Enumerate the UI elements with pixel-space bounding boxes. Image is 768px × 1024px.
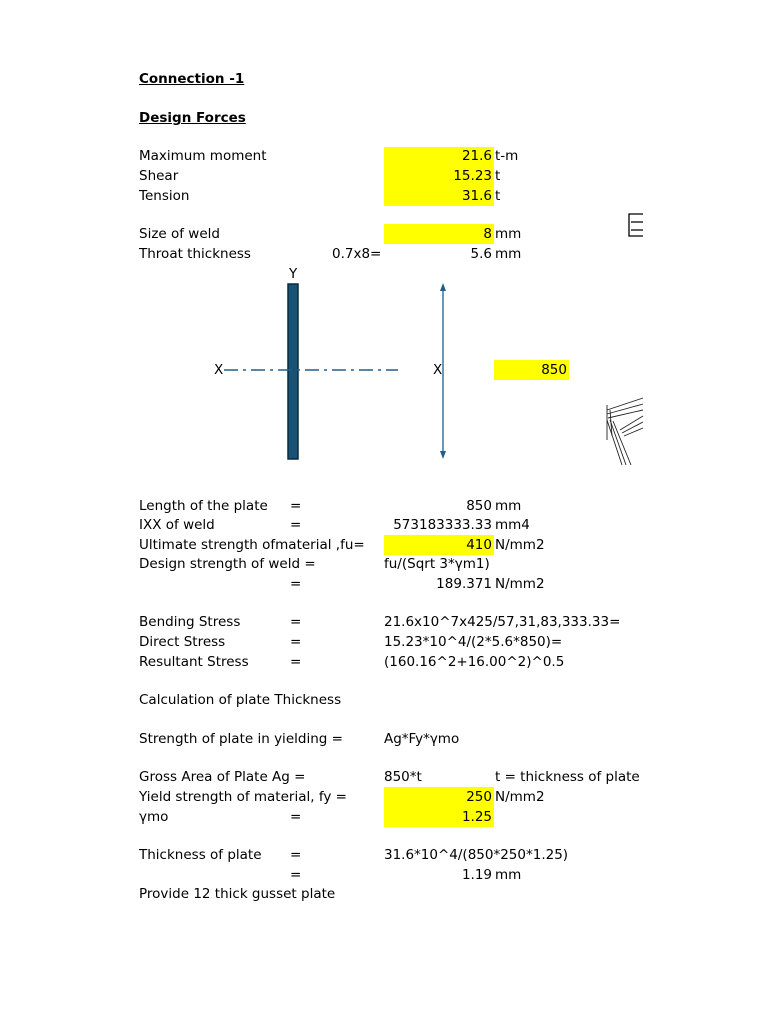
ixx-label: IXX of weld xyxy=(139,517,215,533)
thickness-eq-2: = xyxy=(290,867,302,883)
gmo-eq: = xyxy=(290,809,302,825)
fu-unit: N/mm2 xyxy=(495,537,545,553)
x-axis-label-left: X xyxy=(214,362,224,378)
dimension-arrow-bottom xyxy=(440,451,446,459)
design-strength-eq: = xyxy=(290,576,302,592)
fu-value: 410 xyxy=(466,537,492,553)
x-axis-label-right: X xyxy=(433,362,443,378)
throat-label: Throat thickness xyxy=(139,246,251,262)
thickness-unit: mm xyxy=(495,867,522,883)
weld-size-value: 8 xyxy=(483,226,492,242)
length-unit: mm xyxy=(495,498,522,514)
length-eq: = xyxy=(290,498,302,514)
tension-unit: t xyxy=(495,188,501,204)
moment-label: Maximum moment xyxy=(139,148,267,164)
ixx-value: 573183333.33 xyxy=(393,517,492,533)
area-formula: 850*t xyxy=(384,769,422,785)
dimension-value: 850 xyxy=(541,362,567,378)
fu-label: Ultimate strength ofmaterial ,fu= xyxy=(139,537,365,553)
design-strength-value: 189.371 xyxy=(436,576,492,592)
design-strength-label: Design strength of weld = xyxy=(139,556,316,572)
throat-unit: mm xyxy=(495,246,522,262)
weld-size-unit: mm xyxy=(495,226,522,242)
direct-label: Direct Stress xyxy=(139,634,226,650)
shear-value: 15.23 xyxy=(453,168,492,184)
bending-formula: 21.6x10^7x425/57,31,83,333.33= xyxy=(384,614,621,630)
section-heading: Design Forces xyxy=(139,110,246,126)
yield-label: Strength of plate in yielding = xyxy=(139,731,343,747)
ixx-eq: = xyxy=(290,517,302,533)
design-strength-unit: N/mm2 xyxy=(495,576,545,592)
yield-formula: Ag*Fy*γmo xyxy=(384,731,460,747)
area-note: t = thickness of plate xyxy=(495,769,640,785)
shear-label: Shear xyxy=(139,168,179,184)
dimension-arrow-top xyxy=(440,283,446,291)
moment-unit: t-m xyxy=(495,148,519,164)
thickness-eq: = xyxy=(290,847,302,863)
resultant-eq: = xyxy=(290,654,302,670)
length-label: Length of the plate xyxy=(139,498,268,514)
length-value: 850 xyxy=(466,498,492,514)
direct-formula: 15.23*10^4/(2*5.6*850)= xyxy=(384,634,563,650)
bending-label: Bending Stress xyxy=(139,614,241,630)
gmo-value: 1.25 xyxy=(461,809,492,825)
page-title: Connection -1 xyxy=(139,71,245,87)
throat-formula: 0.7x8= xyxy=(332,246,382,262)
resultant-formula: (160.16^2+16.00^2)^0.5 xyxy=(384,654,565,670)
bracket-icon xyxy=(629,214,643,236)
provide-note: Provide 12 thick gusset plate xyxy=(139,886,336,902)
thickness-value: 1.19 xyxy=(461,867,492,883)
shear-unit: t xyxy=(495,168,501,184)
direct-eq: = xyxy=(290,634,302,650)
fy-label: Yield strength of material, fy = xyxy=(139,789,347,805)
thickness-formula: 31.6*10^4/(850*250*1.25) xyxy=(384,847,569,863)
truss-sketch-icon xyxy=(607,398,643,465)
plate-heading: Calculation of plate Thickness xyxy=(139,692,342,708)
bending-eq: = xyxy=(290,614,302,630)
thickness-label: Thickness of plate xyxy=(139,847,262,863)
throat-value: 5.6 xyxy=(470,246,492,262)
fy-value: 250 xyxy=(466,789,492,805)
design-strength-formula: fu/(Sqrt 3*γm1) xyxy=(384,556,490,572)
y-axis-label: Y xyxy=(289,266,298,282)
weld-size-label: Size of weld xyxy=(139,226,220,242)
resultant-label: Resultant Stress xyxy=(139,654,249,670)
gmo-label: γmo xyxy=(139,809,169,825)
ixx-unit: mm4 xyxy=(495,517,530,533)
tension-value: 31.6 xyxy=(461,188,492,204)
area-label: Gross Area of Plate Ag = xyxy=(139,769,306,785)
fy-unit: N/mm2 xyxy=(495,789,545,805)
plate-section xyxy=(288,284,298,459)
moment-value: 21.6 xyxy=(461,148,492,164)
tension-label: Tension xyxy=(139,188,190,204)
